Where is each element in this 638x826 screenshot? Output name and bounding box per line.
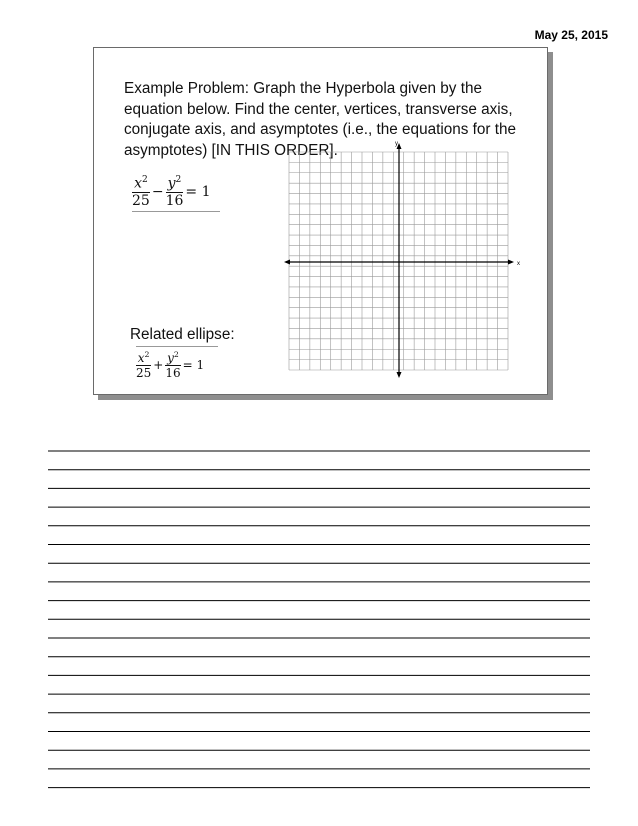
related-ellipse-label: Related ellipse: — [130, 326, 235, 343]
eq2-rhs: = 1 — [182, 358, 205, 372]
eq-den-16: 16 — [165, 192, 184, 209]
ruled-line-group — [48, 451, 590, 788]
eq2-den-16: 16 — [165, 366, 181, 380]
eq-y: y — [167, 175, 176, 192]
eq2-den-25: 25 — [136, 366, 152, 380]
eq2-plus: + — [153, 358, 164, 372]
eq-x: x — [134, 175, 142, 192]
y-axis-label: y — [395, 141, 398, 147]
eq-minus: − — [151, 183, 164, 200]
eq-exp: 2 — [141, 175, 148, 185]
eq2-x: x — [137, 351, 145, 365]
problem-statement: Example Problem: Graph the Hyperbola given by the equation below. Find the center, vertices, transverse axis, conjugate axis, and asymptotes (i.e., the equations for the asymptotes) [IN THIS ORDER]. — [124, 80, 517, 159]
eq2-exp: 2 — [173, 350, 179, 359]
eq-den-25: 25 — [132, 192, 150, 209]
page-date: May 25, 2015 — [534, 28, 608, 42]
eq-exp: 2 — [175, 175, 182, 185]
eq-rhs: = 1 — [185, 183, 211, 200]
eq2-y: y — [167, 351, 174, 365]
eq2-exp: 2 — [144, 350, 150, 359]
x-axis-label: x — [517, 261, 520, 267]
